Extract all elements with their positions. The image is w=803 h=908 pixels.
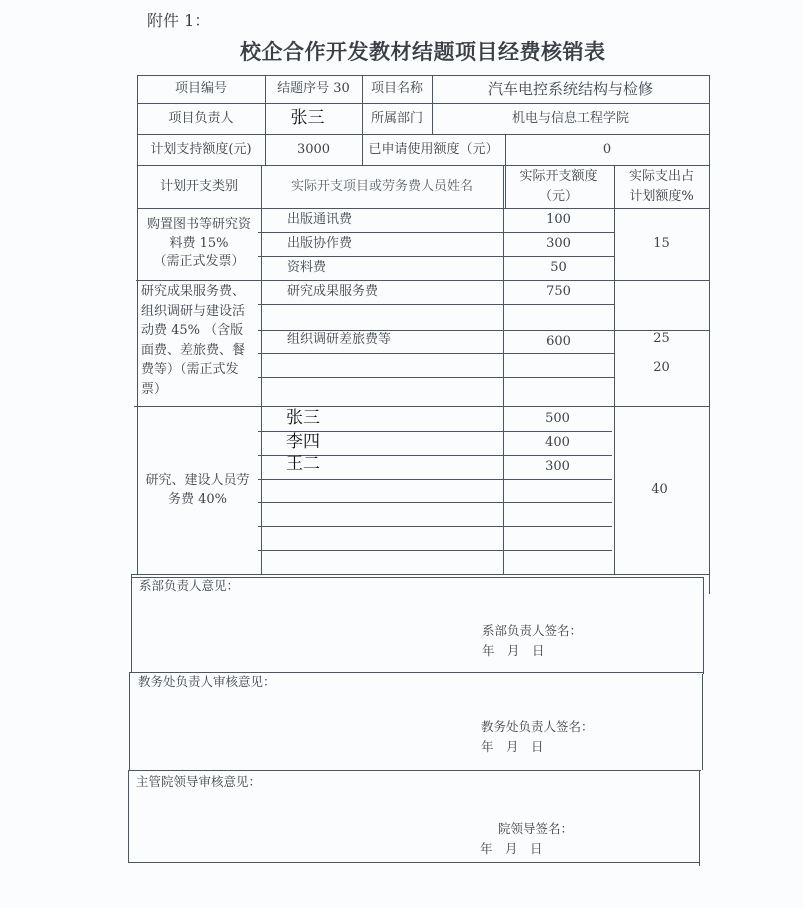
- leader-opinion-label: 主管院领导审核意见：: [136, 774, 262, 789]
- group1-row1-item: 出版通讯费: [287, 212, 353, 228]
- group2-row5-item: [281, 377, 503, 406]
- group3-row4-amount: [503, 479, 612, 502]
- category-line: 费等）（需正式发: [141, 362, 239, 377]
- group3-row5-item: [280, 502, 502, 526]
- group2-row4-item: [281, 353, 503, 377]
- row-divider: [128, 862, 700, 863]
- group1-row3-amount: 50: [550, 260, 567, 276]
- leader-value: 张三: [290, 107, 325, 128]
- academic-affairs-opinion-label: 教务处负责人审核意见：: [138, 674, 276, 689]
- header-percent-line1: 实际支出占: [628, 169, 694, 184]
- group3-row1-amount: 500: [545, 410, 570, 426]
- row-divider: [131, 574, 709, 575]
- row-divider: [128, 770, 701, 771]
- approvals-right-border: [702, 674, 703, 770]
- applied-amount-value: 0: [602, 141, 612, 157]
- category-line: 务费 40%: [167, 492, 228, 507]
- header-category: 计划开支类别: [159, 178, 238, 194]
- department-label: 所属部门: [370, 110, 423, 126]
- leader-opinion-field[interactable]: [140, 795, 470, 857]
- group3-row1-item: 张三: [286, 407, 320, 428]
- group2-row1-amount: 750: [546, 284, 571, 300]
- group2-category: [136, 280, 261, 406]
- approvals-left-border: [129, 672, 130, 770]
- table-right-border: [709, 75, 710, 575]
- planned-amount-label: 计划支持额度(元): [150, 141, 252, 157]
- group2-row4-amount: [503, 353, 614, 377]
- group3-percent: 40: [651, 482, 668, 498]
- group2-row3-item: 组织调研差旅费等: [287, 332, 392, 347]
- group2-row2-item: [281, 304, 503, 330]
- dept-opinion-field[interactable]: [140, 600, 470, 666]
- project-name-value: 汽车电控系统结构与检修: [487, 79, 653, 98]
- col-divider: [261, 165, 262, 575]
- category-line: 面费、差旅费、餐: [141, 342, 246, 358]
- group3-category: [134, 406, 261, 574]
- group3-row3-amount: 300: [545, 459, 570, 475]
- group3-row5-amount: [503, 502, 612, 526]
- category-line: 组织调研与建设活: [141, 303, 246, 319]
- leader-label: 项目负责人: [168, 110, 234, 126]
- group2a-percent: 25: [653, 330, 670, 346]
- leader-date-label: 年 月 日: [480, 841, 543, 856]
- applied-amount-label: 已申请使用额度（元）: [368, 141, 499, 157]
- header-amount-line1: 实际开支额度: [519, 169, 598, 184]
- group3-row4-item: [280, 479, 502, 502]
- header-amount-line2: （元）: [538, 188, 578, 204]
- group2-row1-item: 研究成果服务费: [287, 284, 379, 300]
- attachment-label: 附件 1：: [147, 11, 211, 30]
- group1-row3-item: 资料费: [287, 260, 327, 276]
- approvals-right-border: [703, 578, 704, 674]
- group2-row2-amount: [503, 304, 614, 330]
- group1-row1-amount: 100: [546, 212, 571, 228]
- group1-row2-item: 出版协作费: [287, 236, 353, 252]
- department-value: 机电与信息工程学院: [511, 110, 629, 126]
- approvals-left-border: [131, 574, 132, 672]
- academic-affairs-opinion-field[interactable]: [140, 695, 470, 765]
- group1-percent: 15: [653, 236, 670, 252]
- category-line: 购置图书等研究资: [146, 216, 251, 232]
- dept-date-label: 年 月 日: [482, 643, 545, 658]
- category-line: 料费 15%: [169, 235, 229, 251]
- project-code-value: 结题序号 30: [277, 81, 350, 97]
- academic-affairs-date-label: 年 月 日: [481, 739, 544, 754]
- project-code-label: 项目编号: [174, 81, 227, 97]
- category-line: （需正式发票）: [153, 254, 245, 270]
- header-percent: [614, 165, 709, 208]
- header-percent-line2: 计划额度%: [629, 188, 694, 204]
- group1-row2-amount: 300: [546, 236, 571, 252]
- project-name-label: 项目名称: [370, 81, 423, 97]
- group1-category: [137, 208, 261, 280]
- group2-row5-amount: [503, 377, 614, 406]
- group3-row7-item: [280, 550, 502, 574]
- group3-row6-item: [280, 526, 502, 550]
- group3-row2-amount: 400: [545, 435, 570, 451]
- approvals-right-border: [709, 574, 710, 594]
- header-amount: [503, 165, 614, 208]
- dept-opinion-label: 系部负责人意见：: [139, 578, 240, 593]
- leader-signature-label: 院领导签名：: [498, 821, 574, 836]
- planned-amount-value: 3000: [296, 141, 331, 157]
- group3-row6-amount: [503, 526, 612, 550]
- group2b-percent: 20: [653, 360, 670, 376]
- approvals-left-border: [128, 770, 129, 862]
- category-line: 研究、建设人员劳: [145, 472, 250, 488]
- header-item: 实际开支项目或劳务费人员姓名: [290, 178, 473, 194]
- group3-row3-item: 王二: [286, 454, 320, 475]
- academic-affairs-signature-label: 教务处负责人签名：: [481, 719, 594, 734]
- form-title: 校企合作开发教材结题项目经费核销表: [240, 40, 606, 64]
- group3-row7-amount: [503, 550, 612, 574]
- category-line: 动费 45% （含版: [141, 323, 244, 338]
- category-line: 研究成果服务费、: [141, 284, 246, 299]
- group2-row3-amount: 600: [546, 333, 571, 349]
- category-line: 票）: [141, 381, 168, 397]
- group3-row2-item: 李四: [286, 432, 320, 453]
- approvals-right-border: [699, 770, 700, 866]
- dept-signature-label: 系部负责人签名：: [482, 623, 583, 638]
